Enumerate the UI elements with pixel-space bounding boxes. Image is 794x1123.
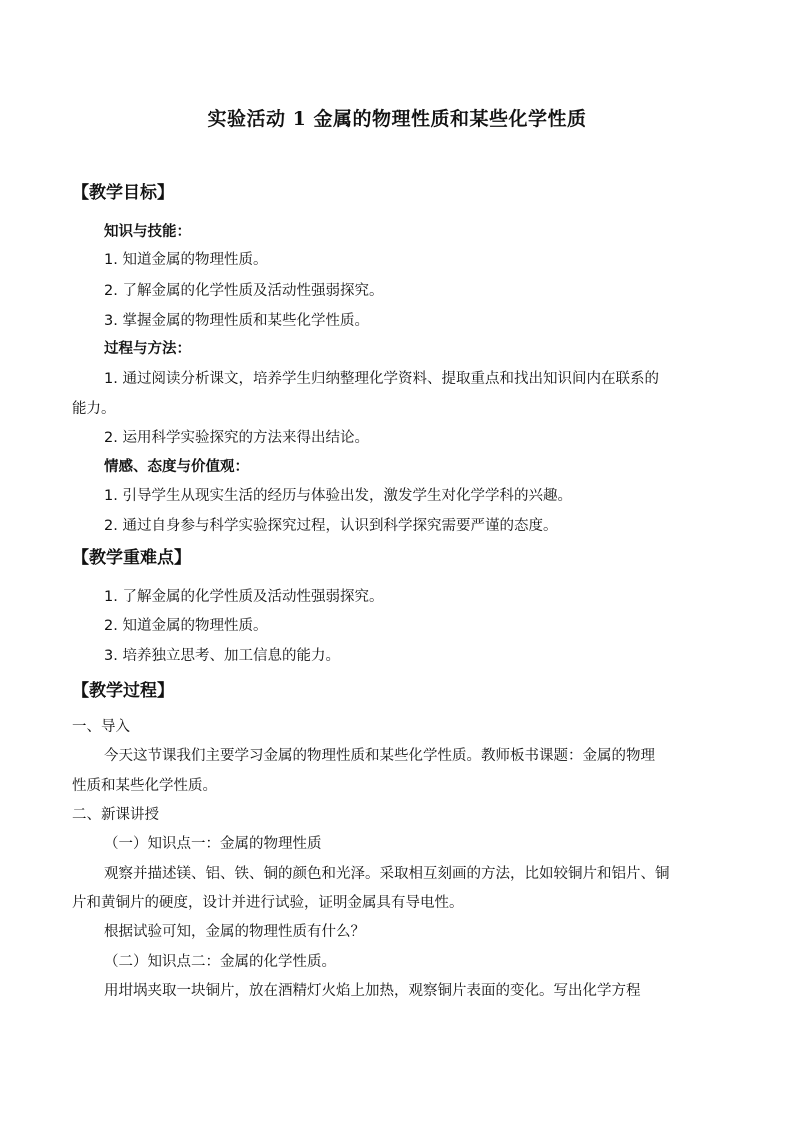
knowledge-point-1-line-1: 观察并描述镁、铝、铁、铜的颜色和光泽。采取相互刻画的方法，比如较铜片和铝片、铜 <box>104 866 670 882</box>
new-lesson-label: 二、新课讲授 <box>72 807 159 823</box>
goal-process-item-2: 2. 运用科学实验探究的方法来得出结论。 <box>104 430 369 446</box>
intro-text-line-2: 性质和某些化学性质。 <box>72 778 217 794</box>
goal-process-item-1-line-1: 1. 通过阅读分析课文，培养学生归纳整理化学资料、提取重点和找出知识间内在联系的 <box>104 371 659 387</box>
key-point-item-3: 3. 培养独立思考、加工信息的能力。 <box>104 648 340 664</box>
knowledge-point-2-line-1: 用坩埚夹取一块铜片，放在酒精灯火焰上加热，观察铜片表面的变化。写出化学方程 <box>104 983 641 999</box>
goal-process-item-1-line-2: 能力。 <box>72 401 116 417</box>
knowledge-point-2-label: （二）知识点二：金属的化学性质。 <box>104 954 336 970</box>
goal-emotion-item-1: 1. 引导学生从现实生活的经历与体验出发，激发学生对化学学科的兴趣。 <box>104 488 572 504</box>
subheading-knowledge: 知识与技能： <box>104 223 191 240</box>
goal-knowledge-item-3: 3. 掌握金属的物理性质和某些化学性质。 <box>104 313 369 329</box>
subheading-emotion: 情感、态度与价值观： <box>104 458 249 475</box>
subheading-process: 过程与方法： <box>104 340 191 357</box>
intro-label: 一、导入 <box>72 719 130 735</box>
goal-knowledge-item-2: 2. 了解金属的化学性质及活动性强弱探究。 <box>104 283 384 299</box>
key-point-item-1: 1. 了解金属的化学性质及活动性强弱探究。 <box>104 589 384 605</box>
goal-knowledge-item-1: 1. 知道金属的物理性质。 <box>104 252 268 268</box>
knowledge-point-1-label: （一）知识点一：金属的物理性质 <box>104 836 322 852</box>
section-heading-key-points: 【教学重难点】 <box>72 548 191 568</box>
section-heading-process: 【教学过程】 <box>72 681 174 701</box>
section-heading-goals: 【教学目标】 <box>72 183 174 203</box>
knowledge-point-1-line-2: 片和黄铜片的硬度，设计并进行试验，证明金属具有导电性。 <box>72 895 464 911</box>
key-point-item-2: 2. 知道金属的物理性质。 <box>104 618 268 634</box>
goal-emotion-item-2: 2. 通过自身参与科学实验探究过程，认识到科学探究需要严谨的态度。 <box>104 518 558 534</box>
document-title: 实验活动 1 金属的物理性质和某些化学性质 <box>207 108 587 130</box>
intro-text-line-1: 今天这节课我们主要学习金属的物理性质和某些化学性质。教师板书课题：金属的物理 <box>104 748 655 764</box>
knowledge-point-1-question: 根据试验可知，金属的物理性质有什么？ <box>104 924 365 940</box>
